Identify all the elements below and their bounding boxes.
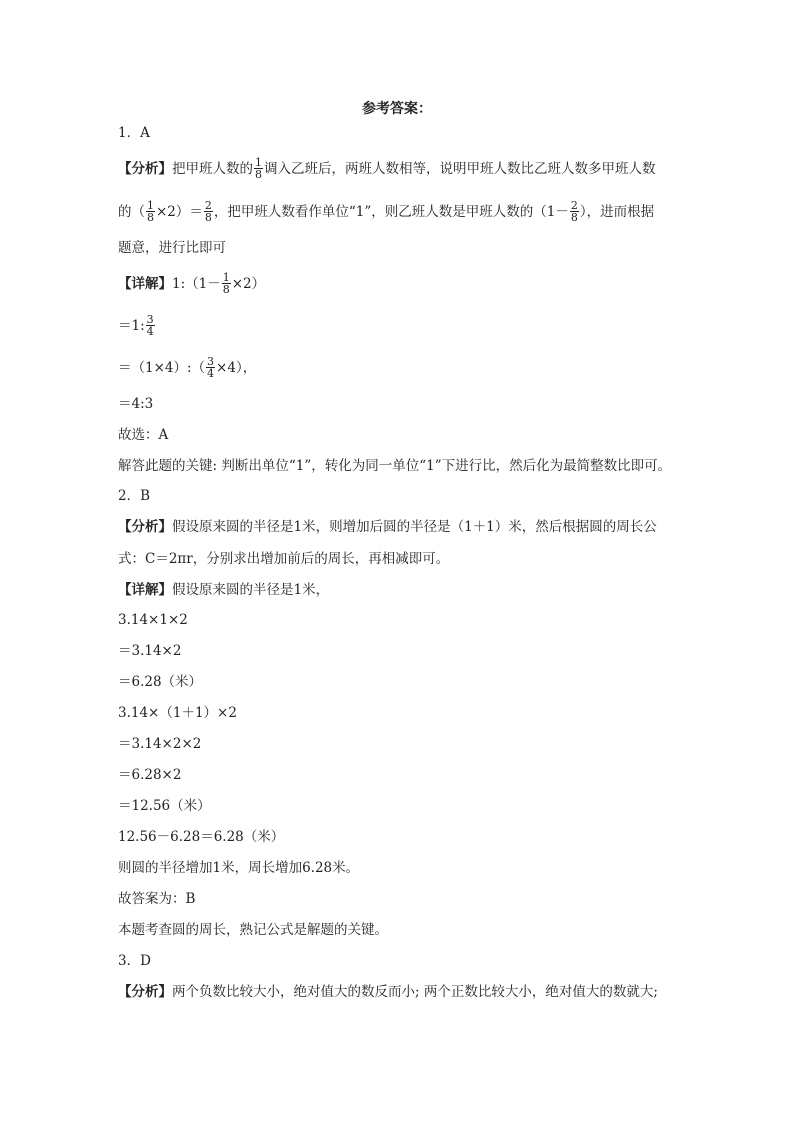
q3-number: 3．D bbox=[118, 953, 151, 969]
q2-calc-line: ＝6.28（米） bbox=[118, 674, 203, 690]
fraction-2-8: $\frac{2}{8}$ bbox=[570, 199, 578, 224]
q2-summary: 本题考查圆的周长，熟记公式是解题的关键。 bbox=[118, 922, 388, 938]
q2-calc-line: 12.56－6.28＝6.28（米） bbox=[118, 829, 285, 845]
analysis-tag: 【分析】 bbox=[118, 519, 172, 535]
q2-number: 2．B bbox=[118, 488, 151, 504]
q2-calc-line: 3.14×1×2 bbox=[118, 612, 188, 628]
fraction-1-8: $\frac{1}{8}$ bbox=[222, 271, 230, 296]
q2-analysis-line-1: 【分析】假设原来圆的半径是1米，则增加后圆的半径是（1＋1）米，然后根据圆的周长公 bbox=[118, 519, 657, 535]
q3-analysis-line-1: 【分析】两个负数比较大小，绝对值大的数反而小; 两个正数比较大小，绝对值大的数就大; bbox=[118, 984, 658, 1000]
q1-detail-line-2: ＝1: $\frac{3}{4}$ bbox=[118, 313, 154, 338]
q1-analysis-line-1: 【分析】把甲班人数的 $\frac{1}{8}$ 调入乙班后，两班人数相等，说明甲班人数比乙班人数多甲班人数 bbox=[118, 156, 656, 181]
page-title: 参考答案： bbox=[362, 101, 432, 117]
q1-detail-line-3: ＝（1×4）:（ $\frac{3}{4}$ ×4）， bbox=[118, 355, 257, 380]
fraction-1-8: $\frac{1}{8}$ bbox=[255, 156, 262, 181]
q1-choice: 故选：A bbox=[118, 427, 169, 443]
q1-detail-line-4: ＝4:3 bbox=[118, 396, 154, 412]
q2-conclusion: 则圆的半径增加1米，周长增加6.28米。 bbox=[118, 860, 360, 876]
fraction-3-4: $\frac{3}{4}$ bbox=[207, 355, 215, 380]
q1-detail-line-1: 【详解】1:（1－ $\frac{1}{8}$ ×2） bbox=[118, 271, 266, 296]
q2-answer: 故答案为：B bbox=[118, 891, 196, 907]
detail-tag: 【详解】 bbox=[118, 276, 172, 292]
q2-calc-line: ＝6.28×2 bbox=[118, 767, 182, 783]
q2-calc-line: 3.14×（1＋1）×2 bbox=[118, 705, 237, 721]
analysis-tag: 【分析】 bbox=[118, 984, 172, 1000]
q2-calc-line: ＝12.56（米） bbox=[118, 798, 211, 814]
analysis-tag: 【分析】 bbox=[118, 161, 172, 177]
q1-analysis-line-2: 的（ $\frac{1}{8}$ ×2）＝ $\frac{2}{8}$ ，把甲班人数看作单位“1”，则乙班人数是甲班人数的（1－ $\frac{2}{8}$ ），进而根据 bbox=[118, 199, 655, 224]
q2-calc-line: ＝3.14×2 bbox=[118, 643, 182, 659]
q1-number: 1．A bbox=[118, 125, 150, 141]
q2-calc-line: ＝3.14×2×2 bbox=[118, 736, 202, 752]
q1-analysis-line-3: 题意，进行比即可 bbox=[118, 240, 226, 256]
fraction-3-4: $\frac{3}{4}$ bbox=[146, 313, 154, 338]
fraction-2-8: $\frac{2}{8}$ bbox=[204, 199, 212, 224]
fraction-1-8: $\frac{1}{8}$ bbox=[147, 199, 154, 224]
detail-tag: 【详解】 bbox=[118, 582, 172, 598]
q2-analysis-line-2: 式：C＝2πr，分别求出增加前后的周长，再相减即可。 bbox=[118, 551, 450, 567]
q1-summary: 解答此题的关键: 判断出单位“1”，转化为同一单位“1”下进行比，然后化为最简整数比即可。 bbox=[118, 458, 672, 474]
q2-detail-line: 【详解】假设原来圆的半径是1米， bbox=[118, 582, 330, 598]
